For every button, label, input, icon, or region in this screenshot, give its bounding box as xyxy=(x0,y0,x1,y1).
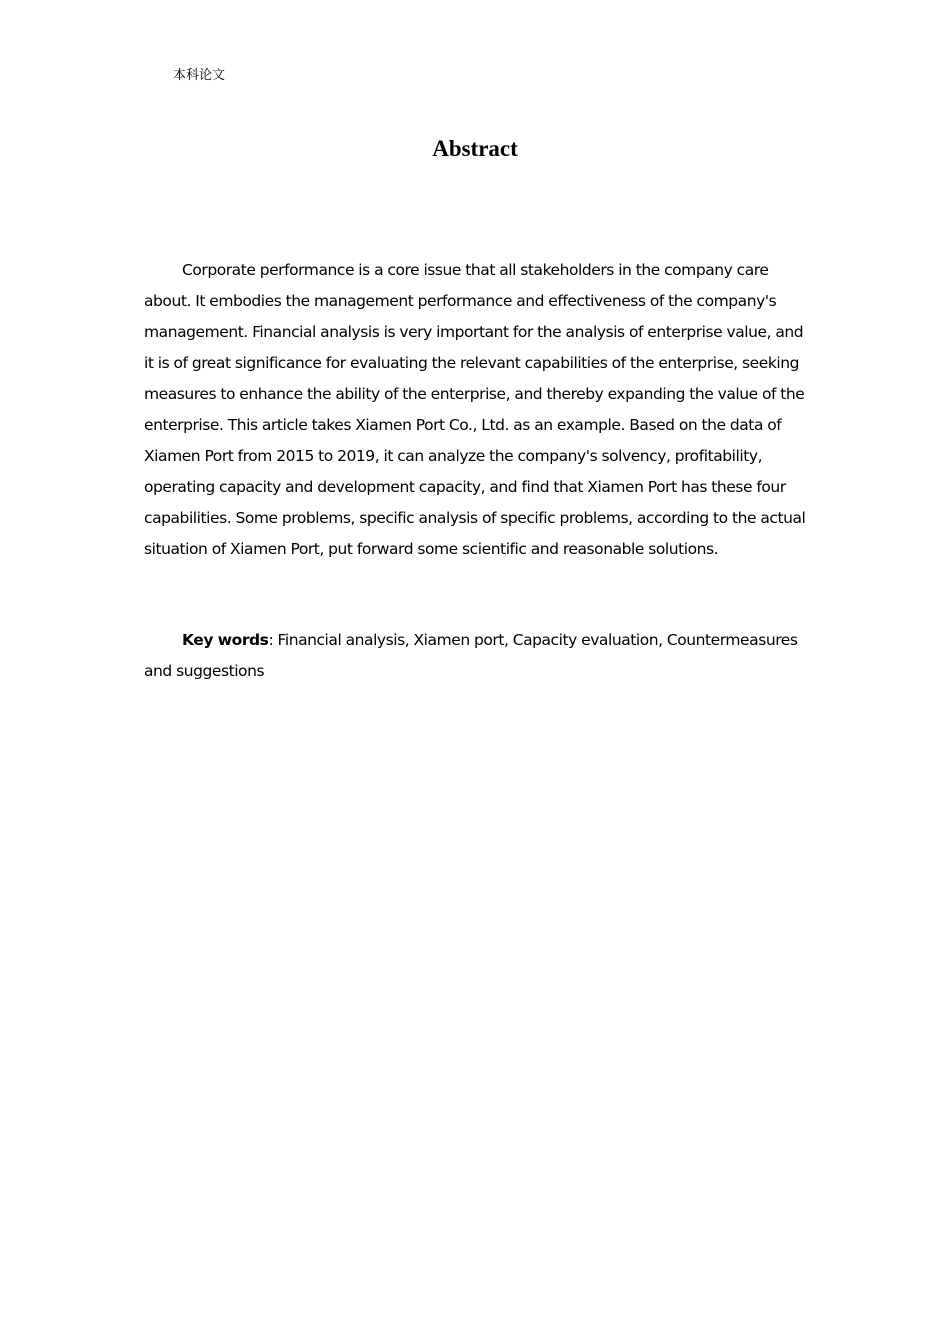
page-header: 本科论文 xyxy=(173,68,226,83)
keywords-separator: : xyxy=(268,631,278,649)
abstract-paragraph: Corporate performance is a core issue that all stakeholders in the company care about. It embodies the management performance and effectiveness of the company's management. Financial analysis is very important for the analysis of enterprise value, and it is of great significance for evaluating the relevant capabilities of the enterprise, seeking measures to enhance the ability of the enterprise, and thereby expanding the value of the enterprise. This article takes Xiamen Port Co., Ltd. as an example. Based on the data of Xiamen Port from 2015 to 2019, it can analyze the company's solvency, profitability, operating capacity and development capacity, and find that Xiamen Port has these four capabilities. Some problems, specific analysis of specific problems, according to the actual situation of Xiamen Port, put forward some scientific and reasonable solutions. xyxy=(144,261,806,558)
keywords-text: Financial analysis, Xiamen port, Capacity evaluation, Countermeasures and suggestions xyxy=(144,631,798,680)
abstract-title: Abstract xyxy=(432,136,518,161)
keywords-paragraph xyxy=(144,625,810,687)
keywords-label: Key words xyxy=(182,631,269,649)
